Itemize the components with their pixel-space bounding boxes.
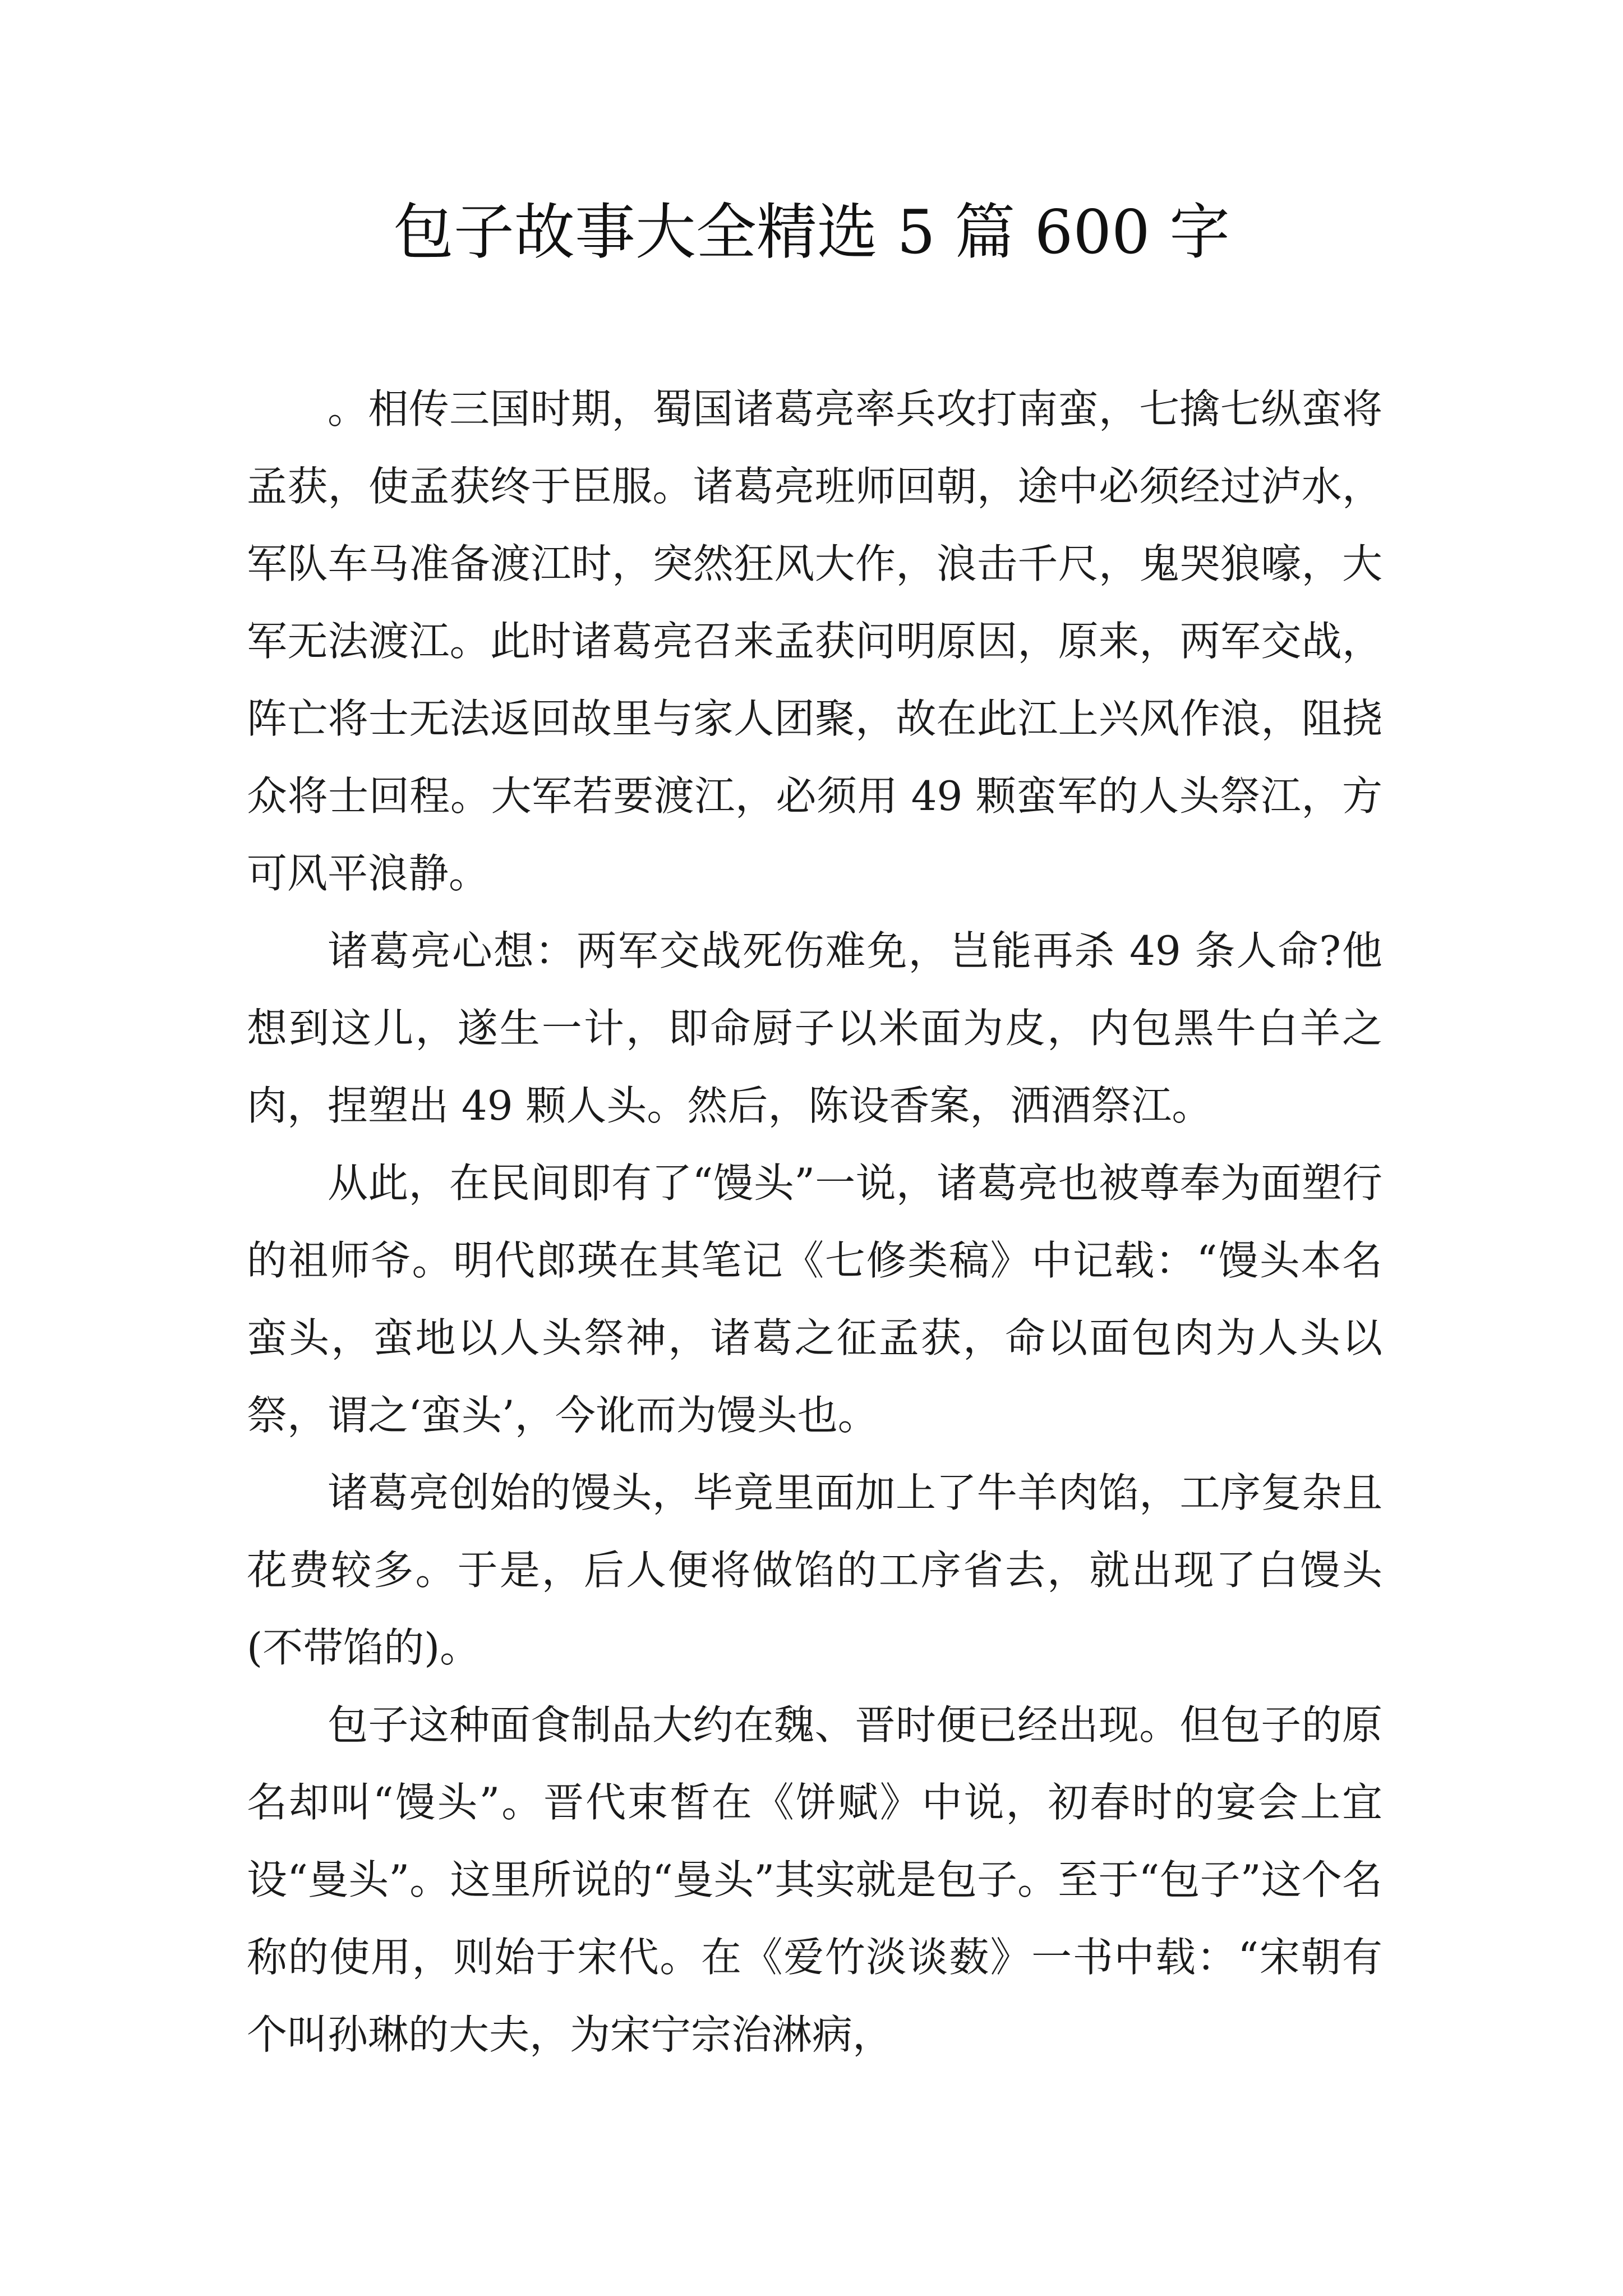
paragraph-2: 诸葛亮心想：两军交战死伤难免，岂能再杀 49 条人命?他想到这儿，遂生一计，即命厨子以米面为皮，内包黑牛白羊之肉，捏塑出 49 颗人头。然后，陈设香案，洒酒祭江。 — [247, 927, 1382, 1129]
paragraph-5: 包子这种面食制品大约在魏、晋时便已经出现。但包子的原名却叫“馒头”。晋代束皙在《饼赋》中说，初春时的宴会上宜设“曼头”。这里所说的“曼头”其实就是包子。至于“包子”这个名称的使用，则始于宋代。在《爱竹淡谈薮》一书中载：“宋朝有个叫孙琳的大夫，为宋宁宗治淋病， — [247, 1701, 1382, 2058]
paragraph-4: 诸葛亮创始的馒头，毕竟里面加上了牛羊肉馅，工序复杂且花费较多。于是，后人便将做馅的工序省去，就出现了白馒头(不带馅的)。 — [247, 1469, 1382, 1671]
document-body — [247, 370, 1382, 2073]
document-title: 包子故事大全精选 5 篇 600 字 — [393, 197, 1230, 268]
paragraph-3: 从此，在民间即有了“馒头”一说，诸葛亮也被尊奉为面塑行的祖师爷。明代郎瑛在其笔记《七修类稿》中记载：“馒头本名蛮头，蛮地以人头祭神，诸葛之征孟获，命以面包肉为人头以祭，谓之‘蛮头’，今讹而为馒头也。 — [247, 1159, 1382, 1439]
paragraph-1: 。相传三国时期，蜀国诸葛亮率兵攻打南蛮，七擒七纵蛮将孟获，使孟获终于臣服。诸葛亮班师回朝，途中必须经过泸水，军队车马准备渡江时，突然狂风大作，浪击千尺，鬼哭狼嚎，大军无法渡江。此时诸葛亮召来孟获问明原因，原来，两军交战，阵亡将士无法返回故里与家人团聚，故在此江上兴风作浪，阻挠众将士回程。大军若要渡江，必须用 49 颗蛮军的人头祭江，方可风平浪静。 — [247, 385, 1382, 897]
